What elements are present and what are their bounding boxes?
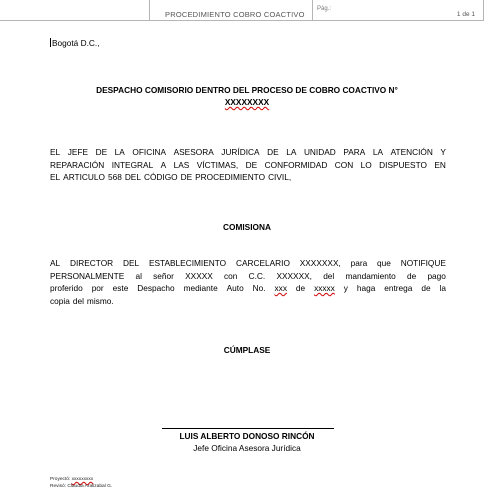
city-text: Bogotá D.C., (52, 38, 100, 48)
proyecto-value: xxxxxxxxx (71, 477, 94, 482)
word: ATENCIÓN (390, 147, 433, 157)
word: Despacho (137, 283, 175, 293)
word: No. (252, 283, 266, 293)
word: REPARACIÓN (50, 159, 105, 170)
word: LAS (173, 159, 190, 170)
signer-role: Jefe Oficina Asesora Jurídica (193, 443, 301, 453)
word: DE (95, 147, 108, 157)
word: mandamiento (345, 270, 396, 281)
word: xxx (274, 283, 287, 293)
word: del (72, 295, 84, 306)
word: INTEGRAL (111, 159, 154, 170)
comisiona-heading: COMISIONA (223, 222, 271, 232)
reviso-label: Revisó: (50, 484, 66, 489)
paragraph-line (50, 282, 446, 295)
paragraph-line (50, 171, 446, 184)
word: xxxxx (314, 283, 335, 293)
city-line (50, 37, 100, 49)
paragraph-jefe (50, 146, 446, 184)
paragraph-director (50, 257, 446, 307)
header-title-cell (149, 0, 312, 20)
header-page-cell (312, 0, 484, 20)
word: este (112, 283, 129, 293)
word: DEL (124, 172, 141, 182)
word: DISPUESTO (379, 159, 427, 170)
header-page-number: 1 de 1 (456, 11, 475, 18)
word: LO (360, 159, 372, 170)
footer-proyecto (50, 477, 93, 483)
word: mismo. (86, 295, 114, 306)
word: XXXXX (185, 270, 213, 281)
header-title: PROCEDIMIENTO COBRO COACTIVO (165, 10, 305, 19)
word: al (135, 270, 142, 281)
word: UNIDAD (303, 147, 336, 157)
word: EN (434, 159, 446, 170)
word: ARTICULO (63, 172, 105, 182)
word: EL (50, 172, 61, 182)
word: EL (50, 147, 61, 157)
word: DIRECTOR (69, 258, 114, 268)
word: PROCEDIMIENTO (195, 172, 266, 182)
reviso-value: Claudia Aralizabal G. (67, 484, 113, 489)
word: DE (245, 159, 258, 170)
word: LA (372, 147, 384, 157)
word: de (421, 283, 431, 293)
word: LA (286, 147, 297, 157)
word: pago (427, 270, 446, 281)
word: XXXXXX, (276, 270, 312, 281)
text-cursor (50, 38, 51, 47)
word: entrega (384, 283, 413, 293)
word: de (295, 283, 306, 293)
word: 568 (107, 172, 122, 182)
word: DE (180, 172, 193, 182)
word: CIVIL, (268, 172, 292, 182)
word: con (224, 270, 238, 281)
word: mediante (183, 283, 218, 293)
word: señor (153, 270, 174, 281)
paragraph-line (50, 270, 446, 283)
word: del (323, 270, 335, 281)
word: proferido (50, 283, 83, 293)
word: PARA (343, 147, 366, 157)
word: ASESORA (173, 147, 214, 157)
paragraph-line (50, 146, 446, 159)
word: haga (356, 283, 376, 293)
word: ESTABLECIMIENTO (148, 258, 227, 268)
word: Auto (226, 283, 244, 293)
word: NOTIFIQUE (400, 258, 446, 268)
word: CON (334, 159, 354, 170)
word: LA (114, 147, 125, 157)
document-title: DESPACHO COMISORIO DENTRO DEL PROCESO DE COBRO COACTIVO N° (96, 85, 398, 95)
footer-reviso (50, 484, 112, 490)
signature-line (162, 428, 334, 429)
word: CARCELARIO (235, 258, 290, 268)
word: AL (50, 258, 61, 268)
paragraph-line (50, 159, 446, 172)
word: que (377, 258, 391, 268)
word: JEFE (67, 147, 89, 157)
process-number: XXXXXXXX (224, 97, 270, 107)
word: A (160, 159, 167, 170)
word: DE (267, 147, 279, 157)
cumplase-heading: CÚMPLASE (223, 345, 271, 355)
word: VÍCTIMAS, (196, 159, 239, 170)
word: la (439, 283, 446, 293)
word: Y (440, 147, 446, 157)
word: por (91, 283, 104, 293)
word: OFICINA (132, 147, 167, 157)
word: JURÍDICA (221, 147, 260, 157)
proyecto-label: Proyectó: (50, 477, 71, 482)
word: XXXXXXX, (299, 258, 341, 268)
word: para (350, 258, 368, 268)
header-page-label: Pág.: (317, 6, 332, 12)
word: CONFORMIDAD (264, 159, 328, 170)
document-title-number (48, 96, 446, 108)
word: DEL (123, 258, 140, 268)
word: CÓDIGO (143, 172, 178, 182)
paragraph-line (50, 257, 446, 270)
word: C.C. (248, 270, 266, 281)
word: de (406, 270, 417, 281)
word: PERSONALMENTE (50, 270, 125, 281)
word: y (343, 283, 348, 293)
signer-name: LUIS ALBERTO DONOSO RINCÓN (179, 431, 315, 441)
document-header (0, 0, 484, 21)
word: copia (50, 295, 70, 306)
paragraph-line (50, 295, 446, 308)
